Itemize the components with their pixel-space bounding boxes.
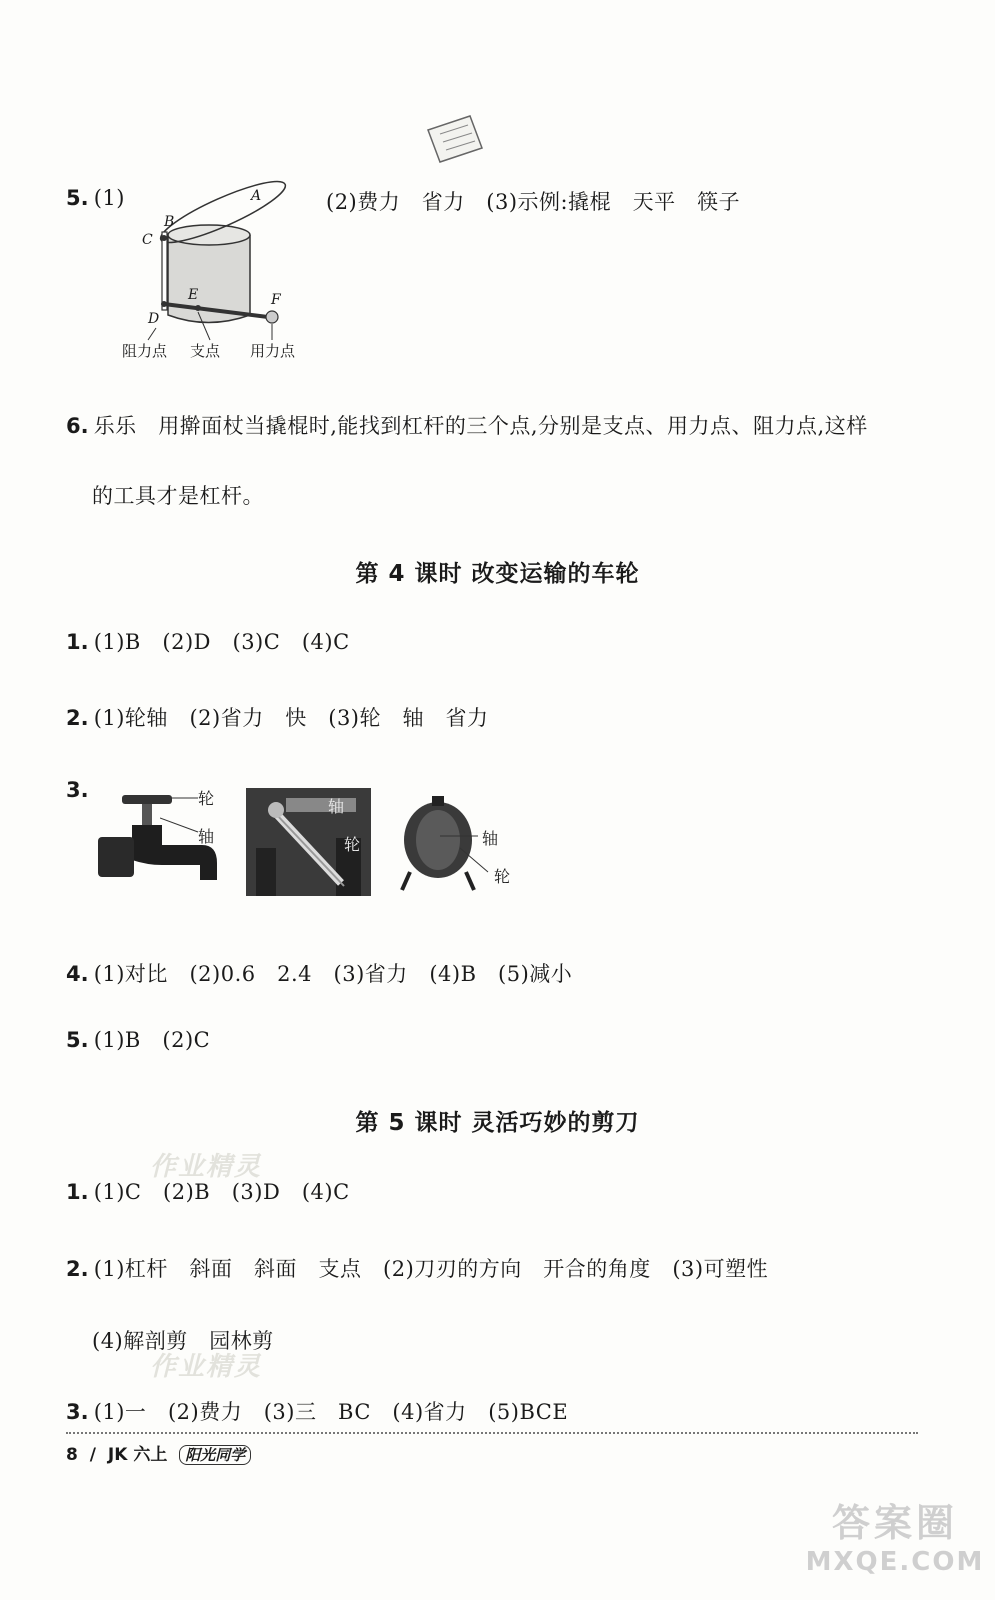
label-effort-point: 用力点	[250, 342, 296, 360]
label-resistance-point: 阻力点	[122, 342, 168, 360]
lesson4-question-1	[66, 630, 350, 654]
answer-line-2: 的工具才是杠杆。	[92, 484, 264, 508]
question-number: 5.	[66, 186, 89, 210]
edition-label: JK 六上	[107, 1445, 168, 1465]
answer-line-1: (1)杠杆 斜面 斜面 支点 (2)刀刃的方向 开合的角度 (3)可塑性	[93, 1257, 769, 1281]
footer-separator: /	[89, 1445, 96, 1465]
corner-logo	[800, 1492, 990, 1577]
lesson4-question-2	[66, 702, 489, 732]
question-number: 2.	[66, 706, 89, 730]
answer-text: (1)一 (2)费力 (3)三 BC (4)省力 (5)BCE	[93, 1400, 569, 1424]
question-6-prev	[66, 410, 868, 440]
watermark: 作业精灵	[150, 1352, 263, 1382]
question-5-prev	[66, 186, 125, 210]
lesson5-question-1	[66, 1180, 350, 1204]
wheel-object-wheel-label: 轮	[494, 867, 511, 886]
answer-text: (1)轮轴 (2)省力 快 (3)轮 轴 省力	[93, 706, 489, 730]
lesson5-question-2	[66, 1253, 768, 1283]
question-number: 3.	[66, 1400, 89, 1424]
lesson-4-title: 第 4 课时 改变运输的车轮	[355, 561, 640, 587]
point-e: E	[188, 287, 199, 303]
answer-text: (1)B (2)C	[93, 1028, 211, 1052]
point-a: A	[251, 188, 262, 204]
lesson4-question-3	[66, 778, 89, 802]
question-number: 6.	[66, 414, 89, 438]
lesson5-question-3	[66, 1396, 568, 1426]
point-f: F	[271, 292, 281, 308]
lever-diagram	[118, 180, 318, 360]
answer-text: (1)对比 (2)0.6 2.4 (3)省力 (4)B (5)减小	[93, 962, 573, 986]
point-d: D	[148, 311, 160, 327]
question-number: 2.	[66, 1257, 89, 1281]
brand-logo: 阳光同学	[179, 1445, 251, 1465]
label-fulcrum: 支点	[190, 342, 221, 360]
answer-part-1: (1)	[93, 186, 125, 210]
footer-divider	[66, 1432, 918, 1434]
point-c: C	[142, 232, 153, 248]
faucet-wheel-label: 轮	[198, 789, 215, 808]
question-number: 1.	[66, 630, 89, 654]
answer-text: (1)C (2)B (3)D (4)C	[93, 1180, 350, 1204]
footer	[66, 1440, 251, 1465]
answer-line-2: (4)解剖剪 园林剪	[92, 1329, 274, 1353]
lesson-5-title: 第 5 课时 灵活巧妙的剪刀	[355, 1110, 640, 1136]
watermark: 作业精灵	[150, 1152, 263, 1182]
point-b: B	[164, 214, 175, 230]
page-number: 8	[66, 1445, 78, 1465]
answer-line-1: 乐乐 用擀面杖当撬棍时,能找到杠杆的三个点,分别是支点、用力点、阻力点,这样	[93, 414, 868, 438]
crank-axle-label: 轴	[328, 797, 345, 816]
crank-wheel-label: 轮	[344, 835, 361, 854]
question-number: 5.	[66, 1028, 89, 1052]
question-number: 3.	[66, 778, 89, 802]
question-number: 4.	[66, 962, 89, 986]
corner-logo-url: MXQE.COM	[805, 1547, 985, 1577]
lesson4-question-5	[66, 1028, 210, 1052]
faucet-axle-label: 轴	[198, 827, 215, 846]
lesson4-question-4	[66, 958, 572, 988]
answer-text: (1)B (2)D (3)C (4)C	[93, 630, 350, 654]
answer-text: (2)费力 省力 (3)示例:撬棍 天平 筷子	[326, 190, 741, 214]
corner-logo-title: 答案圈	[831, 1501, 958, 1545]
stamp-graphic	[420, 112, 490, 167]
wheel-object-axle-label: 轴	[482, 829, 499, 848]
question-number: 1.	[66, 1180, 89, 1204]
